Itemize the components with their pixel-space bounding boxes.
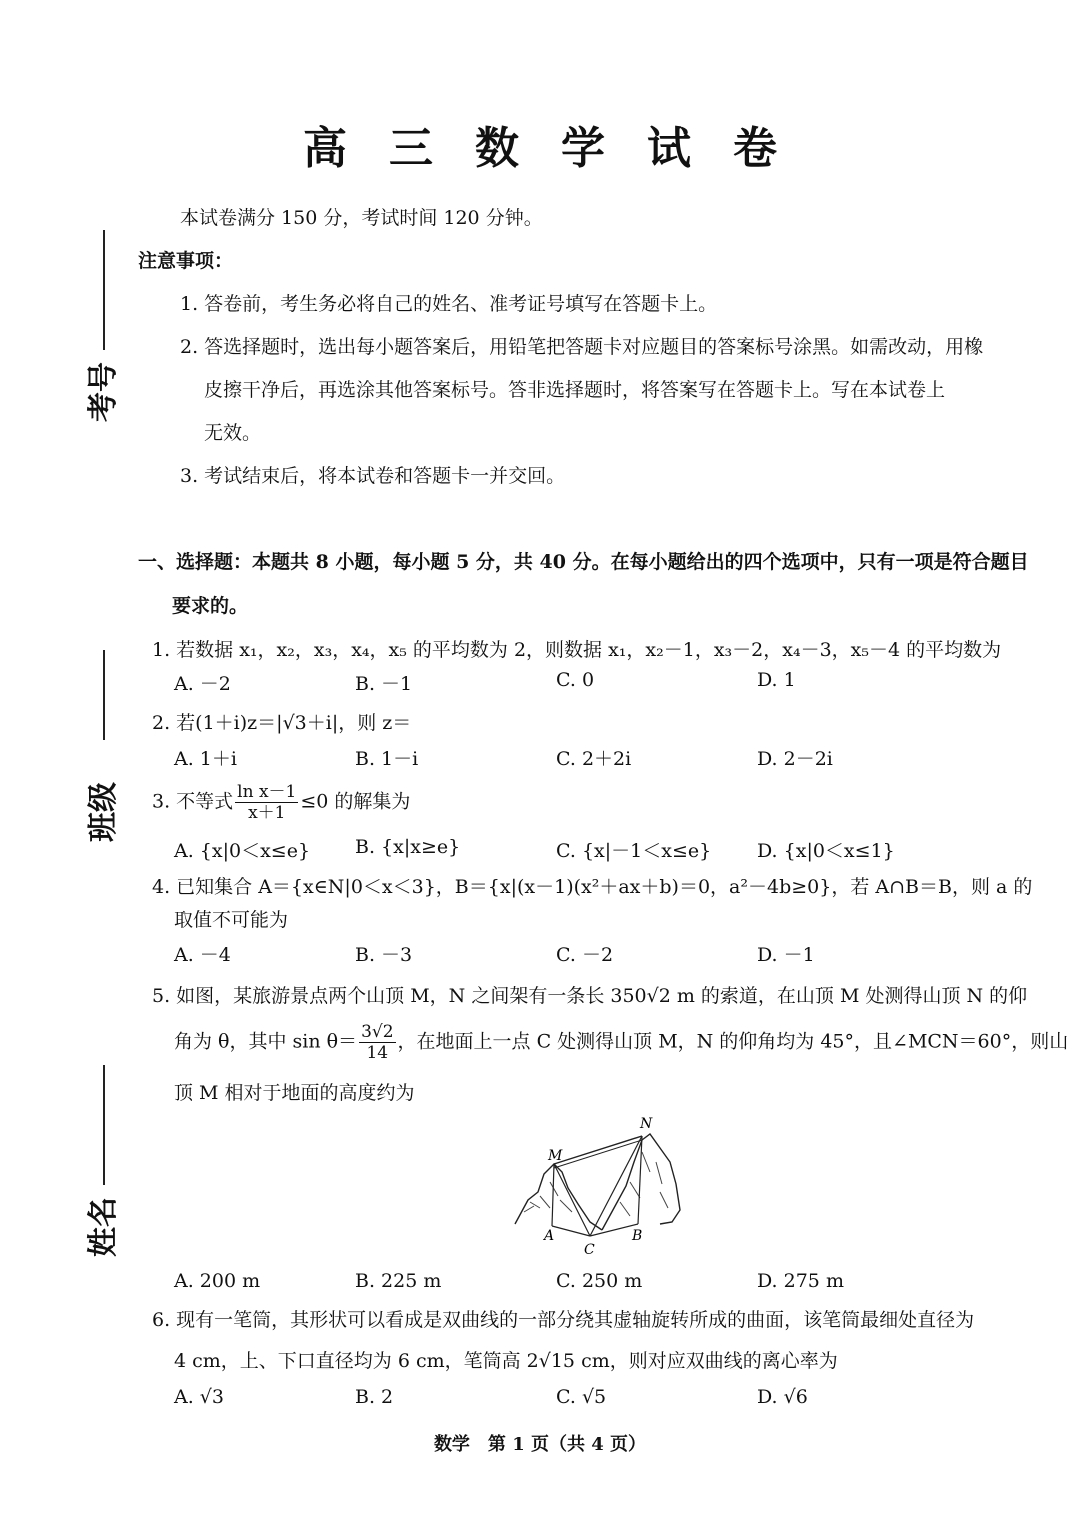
mountain-figure: [510, 1112, 690, 1262]
figure-label-m: M: [548, 1148, 563, 1164]
q1-option-c: C. 0: [556, 669, 595, 691]
q5-numerator: 3√2: [361, 1022, 394, 1042]
q6-option-c: C. √5: [556, 1386, 607, 1408]
class-line: [103, 650, 105, 740]
q2-option-c: C. 2＋2i: [556, 748, 632, 770]
page-title: 高三数学试卷: [303, 123, 819, 174]
name-label: 姓名: [86, 1197, 121, 1257]
q3-fraction: [235, 782, 298, 823]
class-label: 班级: [86, 782, 121, 842]
notice-item-1: 1. 答卷前，考生务必将自己的姓名、准考证号填写在答题卡上。: [180, 293, 718, 315]
q5-option-a: A. 200 m: [174, 1270, 261, 1292]
q4-option-b: B. －3: [355, 944, 413, 966]
q5-stem-2b: ，在地面上一点 C 处测得山顶 M，N 的仰角均为 45°，且∠MCN＝60°，则山: [397, 1030, 1069, 1053]
q2-option-b: B. 1－i: [355, 748, 419, 770]
notice-item-2-end: 无效。: [204, 422, 262, 444]
q3-option-d: D. {x|0＜x≤1}: [757, 840, 895, 862]
q3-denominator: x＋1: [248, 803, 286, 823]
q3-prefix: 3. 不等式: [152, 790, 234, 813]
q3-suffix: ≤0 的解集为: [300, 790, 411, 813]
section1-heading: 一、选择题：本题共 8 小题，每小题 5 分，共 40 分。在每小题给出的四个选项中，只有一项是符合题目: [138, 551, 1029, 573]
q6-stem: 6. 现有一笔筒，其形状可以看成是双曲线的一部分绕其虚轴旋转所成的曲面，该笔筒最细处直径为: [152, 1309, 975, 1331]
exam-no-line: [103, 230, 105, 350]
q1-option-a: A. －2: [174, 673, 231, 695]
figure-label-c: C: [584, 1242, 595, 1258]
q5-option-d: D. 275 m: [757, 1270, 844, 1292]
section1-heading-cont: 要求的。: [172, 595, 249, 617]
q3-option-b: B. {x|x≥e}: [355, 836, 461, 858]
q5-denominator: 14: [366, 1043, 389, 1063]
q3-option-a: A. {x|0＜x≤e}: [174, 840, 311, 862]
q3-numerator: ln x－1: [237, 782, 297, 802]
figure-label-n: N: [640, 1116, 653, 1132]
q6-option-b: B. 2: [355, 1386, 394, 1408]
q1-option-d: D. 1: [757, 669, 796, 691]
q4-stem-cont: 取值不可能为: [174, 909, 289, 931]
name-line: [103, 1065, 105, 1185]
q4-stem: 4. 已知集合 A＝{x∈N|0＜x＜3}，B＝{x|(x－1)(x²＋ax＋b)＝0，a²－4b≥0}，若 A∩B＝B，则 a 的: [152, 876, 1033, 898]
figure-label-b: B: [632, 1228, 643, 1244]
q2-option-a: A. 1＋i: [174, 748, 237, 770]
q3-stem: [152, 782, 410, 823]
exam-intro: 本试卷满分 150 分，考试时间 120 分钟。: [180, 207, 543, 229]
q4-option-d: D. －1: [757, 944, 815, 966]
q4-option-a: A. －4: [174, 944, 231, 966]
q1-stem: 1. 若数据 x₁，x₂，x₃，x₄，x₅ 的平均数为 2，则数据 x₁，x₂－1，x₃－2，x₄－3，x₅－4 的平均数为: [152, 639, 1002, 661]
exam-no-label: 考号: [86, 362, 121, 422]
page-footer: 数学 第 1 页（共 4 页）: [433, 1434, 647, 1455]
notice-heading: 注意事项：: [138, 250, 234, 272]
q5-stem: 5. 如图，某旅游景点两个山顶 M，N 之间架有一条长 350√2 m 的索道，在山顶 M 处测得山顶 N 的仰: [152, 985, 1028, 1007]
q5-stem-line2: [174, 1022, 1068, 1063]
q5-stem-line3: 顶 M 相对于地面的高度约为: [174, 1082, 415, 1104]
notice-item-3: 3. 考试结束后，将本试卷和答题卡一并交回。: [180, 465, 566, 487]
q5-option-b: B. 225 m: [355, 1270, 442, 1292]
q3-option-c: C. {x|－1＜x≤e}: [556, 840, 712, 862]
q6-option-a: A. √3: [174, 1386, 224, 1408]
q5-fraction: [359, 1022, 395, 1063]
q5-option-c: C. 250 m: [556, 1270, 643, 1292]
q6-stem-cont: 4 cm，上、下口直径均为 6 cm，笔筒高 2√15 cm，则对应双曲线的离心率为: [174, 1350, 838, 1372]
figure-label-a: A: [544, 1228, 555, 1244]
q2-stem: 2. 若(1＋i)z＝|√3＋i|，则 z＝: [152, 712, 412, 734]
q2-option-d: D. 2－2i: [757, 748, 833, 770]
notice-item-2: 2. 答选择题时，选出每小题答案后，用铅笔把答题卡对应题目的答案标号涂黑。如需改动，用橡: [180, 336, 984, 358]
q1-option-b: B. －1: [355, 673, 413, 695]
q6-option-d: D. √6: [757, 1386, 808, 1408]
notice-item-2-cont: 皮擦干净后，再选涂其他答案标号。答非选择题时，将答案写在答题卡上。写在本试卷上: [204, 379, 946, 401]
q5-stem-2a: 角为 θ，其中 sin θ＝: [174, 1030, 358, 1053]
q4-option-c: C. －2: [556, 944, 614, 966]
